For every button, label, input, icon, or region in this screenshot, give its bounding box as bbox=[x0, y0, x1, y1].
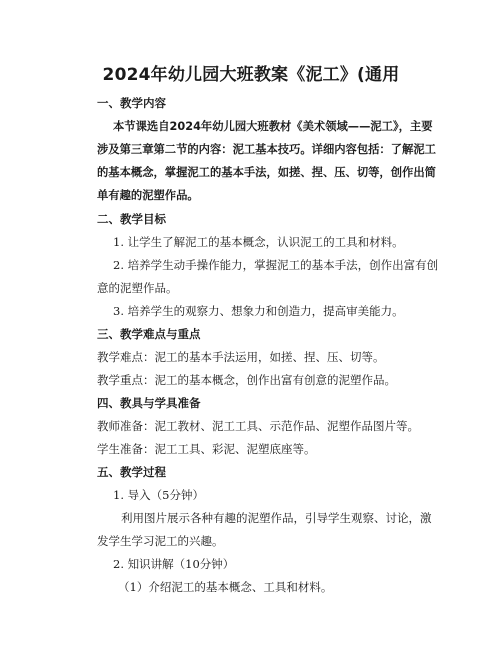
section-heading-materials: 四、教具与学具准备 bbox=[97, 396, 201, 410]
step-subitem: （1）介绍泥工的基本概念、工具和材料。 bbox=[118, 580, 333, 594]
student-prep-text: 学生准备：泥工工具、彩泥、泥塑底座等。 bbox=[97, 442, 316, 456]
paragraph-line: 本节课选自2024年幼儿园大班教材《美术领域——泥工》，主要 bbox=[113, 120, 433, 133]
paragraph-line: 涉及第三章第二节的内容：泥工基本技巧。详细内容包括：了解泥工 bbox=[97, 143, 436, 156]
list-item: 1. 让学生了解泥工的基本概念，认识泥工的工具和材料。 bbox=[113, 235, 404, 249]
list-item: 3. 培养学生的观察力、想象力和创造力，提高审美能力。 bbox=[113, 304, 404, 318]
section-heading-process: 五、教学过程 bbox=[97, 465, 166, 479]
section-heading-difficulty-key: 三、教学难点与重点 bbox=[97, 327, 201, 341]
step-text-continuation: 发学生学习泥工的兴趣。 bbox=[97, 534, 224, 548]
step-heading: 2. 知识讲解（10分钟） bbox=[113, 557, 235, 571]
key-point-text: 教学重点：泥工的基本概念，创作出富有创意的泥塑作品。 bbox=[97, 373, 396, 387]
step-text: 利用图片展示各种有趣的泥塑作品，引导学生观察、讨论，激 bbox=[121, 511, 432, 525]
step-heading: 1. 导入（5分钟） bbox=[113, 488, 204, 502]
list-item: 2. 培养学生动手操作能力，掌握泥工的基本手法，创作出富有创 bbox=[113, 258, 439, 272]
section-heading-teaching-content: 一、教学内容 bbox=[97, 96, 166, 110]
teacher-prep-text: 教师准备：泥工教材、泥工工具、示范作品、泥塑作品图片等。 bbox=[97, 419, 419, 433]
section-heading-teaching-goals: 二、教学目标 bbox=[97, 212, 166, 226]
difficulty-text: 教学难点：泥工的基本手法运用，如搓、捏、压、切等。 bbox=[97, 350, 385, 364]
document-title: 2024年幼儿园大班教案《泥工》(通用 bbox=[102, 65, 400, 85]
list-item-continuation: 意的泥塑作品。 bbox=[97, 281, 178, 295]
paragraph-line: 的基本概念，掌握泥工的基本手法，如搓、捏、压、切等，创作出简 bbox=[97, 166, 436, 179]
paragraph-line: 单有趣的泥塑作品。 bbox=[97, 189, 199, 202]
